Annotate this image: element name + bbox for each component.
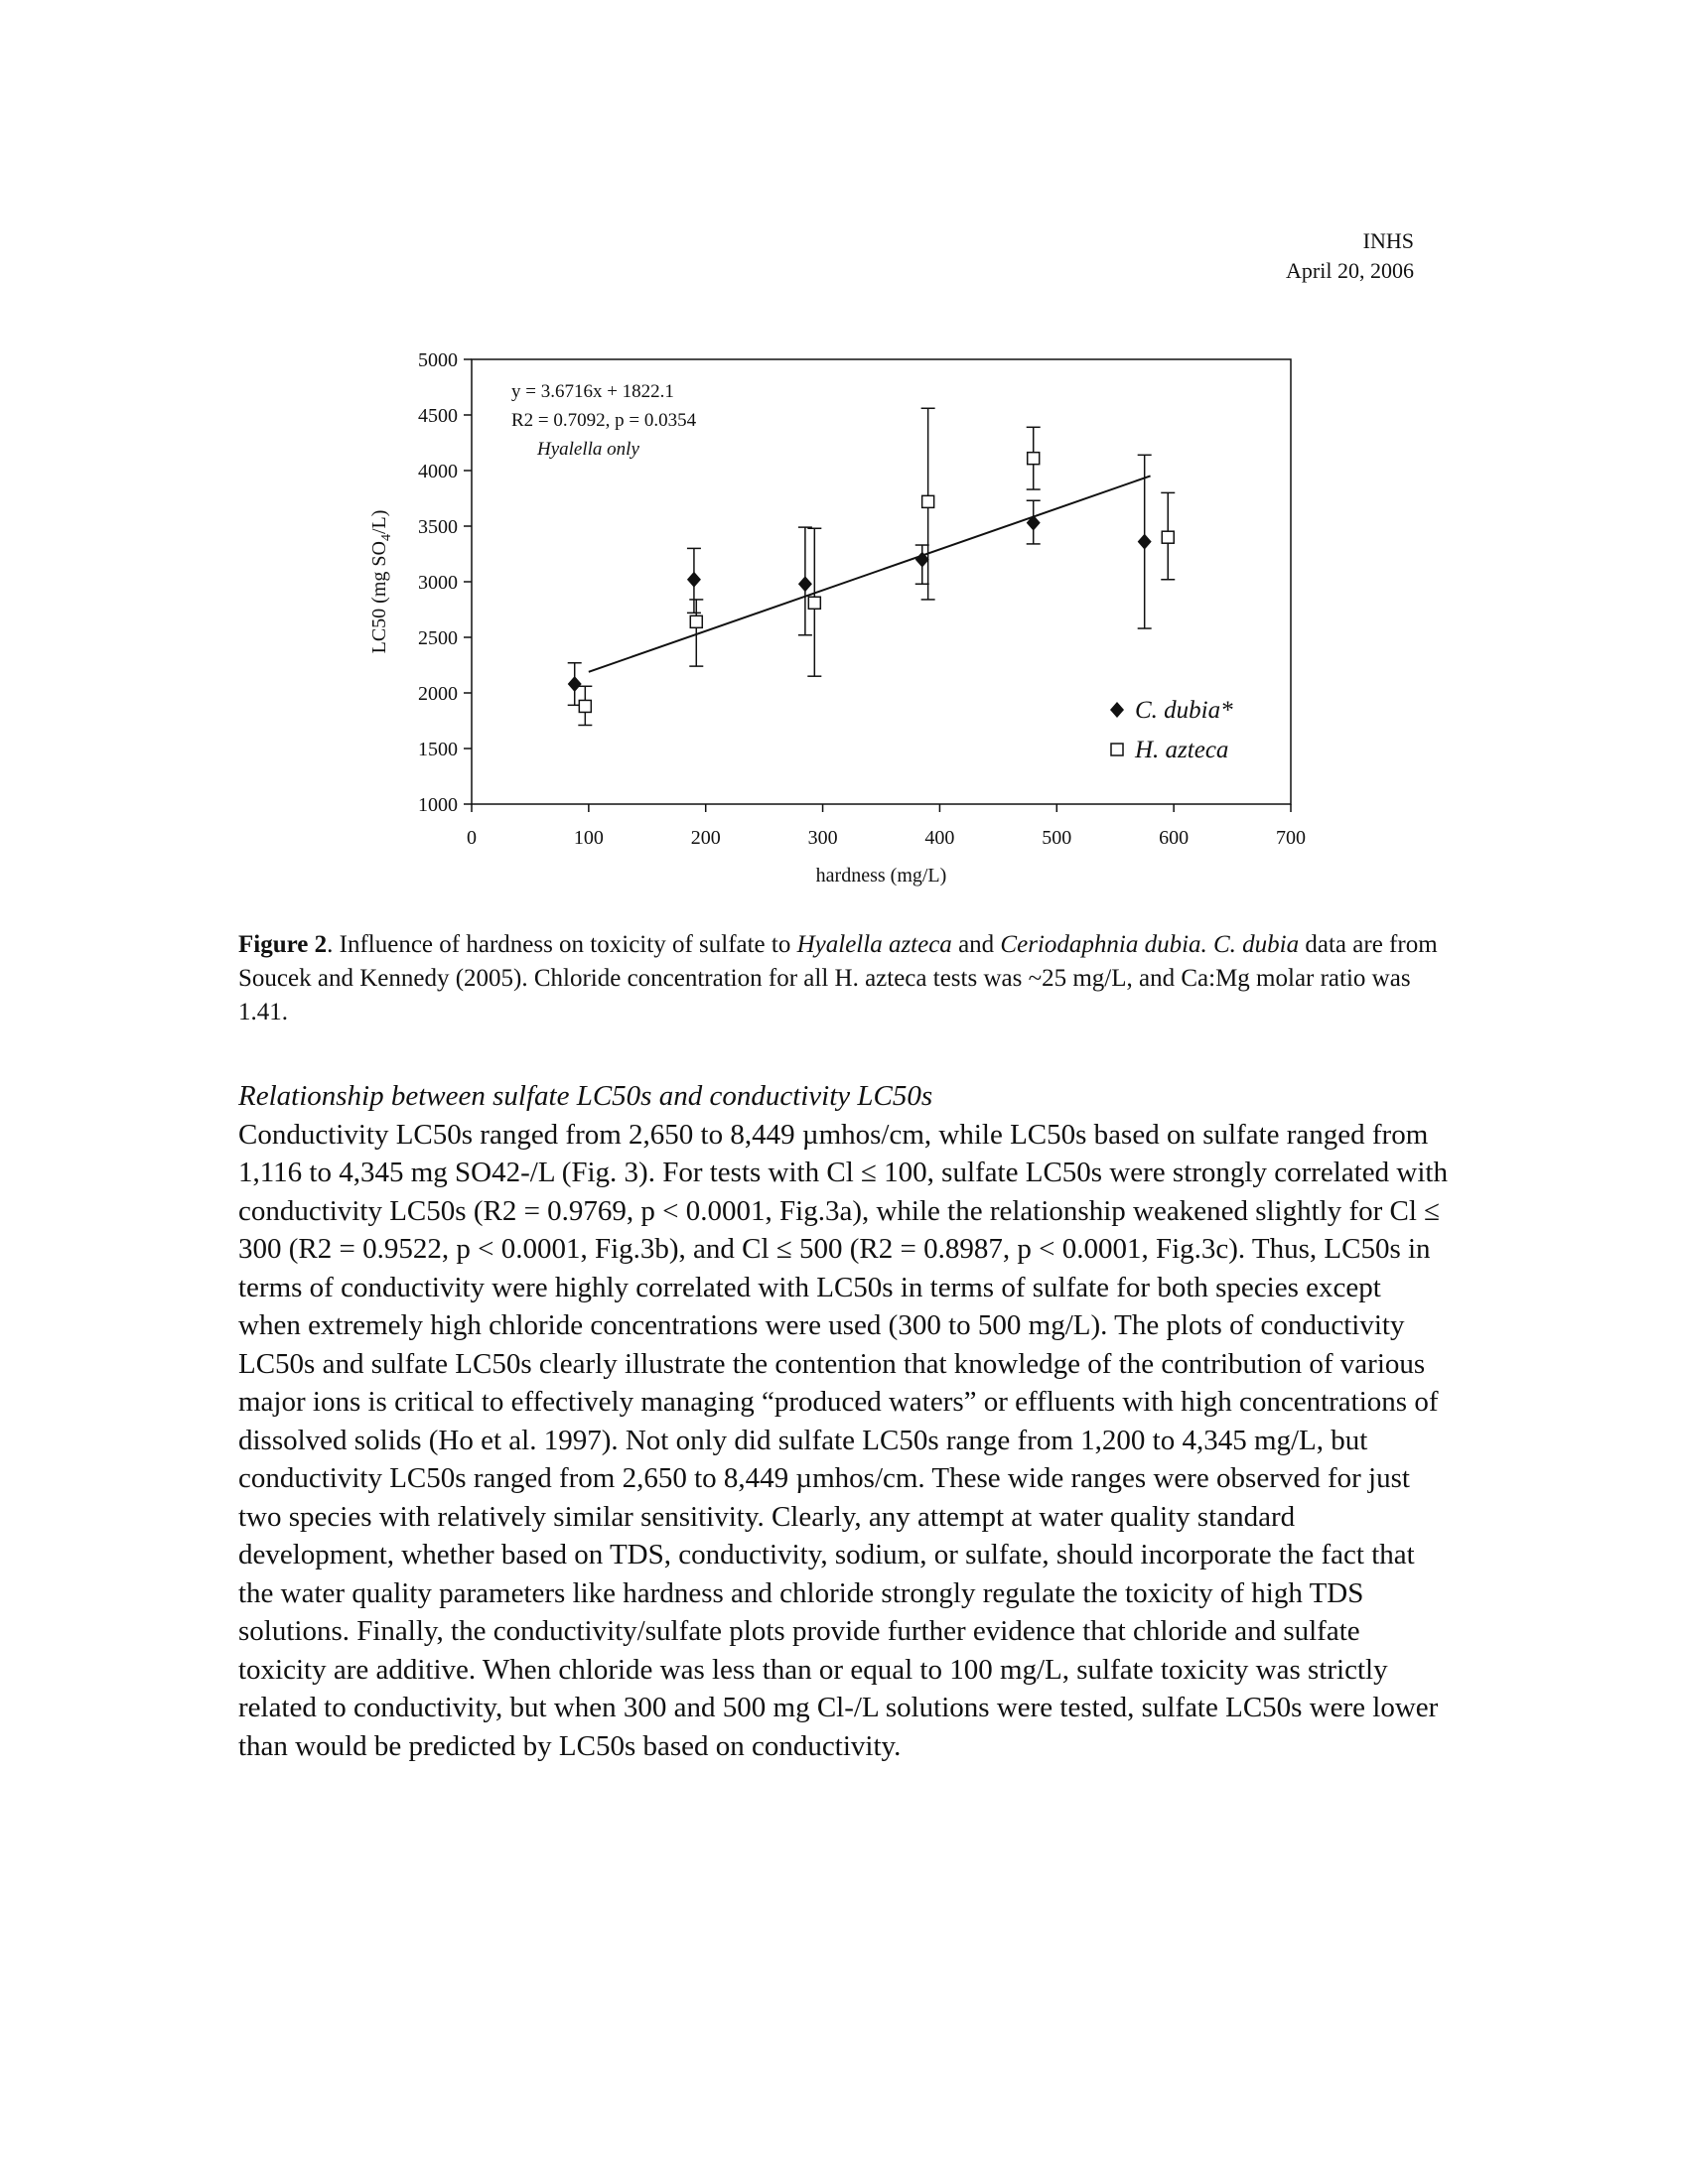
y-tick-label: 2000 <box>418 683 458 705</box>
caption-species-1: Hyalella azteca <box>796 931 952 958</box>
y-tick-label: 4000 <box>418 461 458 482</box>
y-axis-label: LC50 (mg $SO_4/L$) <box>368 509 394 654</box>
data-point-h-azteca <box>808 597 820 609</box>
y-tick-label: 2500 <box>418 627 458 649</box>
page-header <box>1286 226 1414 286</box>
x-tick-label: 0 <box>467 827 477 849</box>
figure-2-chart <box>357 338 1350 893</box>
x-tick-label: 600 <box>1159 827 1190 849</box>
caption-text-1: . Influence of hardness on toxicity of sulfate to <box>327 931 797 958</box>
figure-caption <box>238 928 1450 1029</box>
y-tick-label: 3500 <box>418 516 458 538</box>
y-tick-label: 4500 <box>418 405 458 427</box>
y-tick-label: 1500 <box>418 739 458 760</box>
x-tick-label: 500 <box>1042 827 1072 849</box>
data-point-h-azteca <box>1162 531 1174 543</box>
section-heading: Relationship between sulfate LC50s and conductivity LC50s <box>238 1080 933 1112</box>
x-axis-label: hardness (mg/L) <box>815 865 947 887</box>
section-paragraph: Conductivity LC50s ranged from 2,650 to 8,449 µmhos/cm, while LC50s based on sulfate ranged from 1,116 to 4,345 mg SO42-/L (Fig. 3). For tests with Cl ≤ 100, sulfate LC50s were strongly correlated with conductivity LC50s (R2 = 0.9769, p < 0.0001, Fig.3a), while the relationship weakened slightly for Cl ≤ 300 (R2 = 0.9522, p < 0.0001, Fig.3b), and Cl ≤ 500 (R2 = 0.8987, p < 0.0001, Fig.3c). Thus, LC50s in terms of conductivity were highly correlated with LC50s in terms of sulfate for both species except when extremely high chloride concentrations were used (300 to 500 mg/L). The plots of conductivity LC50s and sulfate LC50s clearly illustrate the contention that knowledge of the contribution of various major ions is critical to effectively managing “produced waters” or effluents with high concentrations of dissolved solids (Ho et al. 1997). Not only did sulfate LC50s range from 1,200 to 4,345 mg/L, but conductivity LC50s ranged from 2,650 to 8,449 µmhos/cm. These wide ranges were observed for just two species with relatively similar sensitivity. Clearly, any attempt at water quality standard development, whether based on TDS, conductivity, sodium, or sulfate, should incorporate the fact that the water quality parameters like hardness and chloride strongly regulate the toxicity of high TDS solutions. Finally, the conductivity/sulfate plots provide further evidence that chloride and sulfate toxicity are additive. When chloride was less than or equal to 100 mg/L, sulfate toxicity was strictly related to conductivity, but when 300 and 500 mg Cl-/L solutions were tested, sulfate LC50s were lower than would be predicted by LC50s based on conductivity. <box>238 1118 1448 1762</box>
trendline <box>589 476 1151 671</box>
header-date: April 20, 2006 <box>1286 258 1414 283</box>
header-org: INHS <box>1362 228 1414 253</box>
data-point-h-azteca <box>579 700 591 712</box>
data-point-h-azteca <box>1028 453 1040 465</box>
x-tick-label: 700 <box>1276 827 1306 849</box>
y-tick-label: 1000 <box>418 794 458 816</box>
caption-label: Figure 2 <box>238 931 328 958</box>
data-point-c-dubia <box>687 572 701 588</box>
x-tick-label: 100 <box>573 827 604 849</box>
regression-equation: y = 3.6716x + 1822.1 <box>511 381 674 402</box>
data-point-h-azteca <box>690 615 702 627</box>
x-tick-label: 200 <box>690 827 721 849</box>
x-tick-label: 300 <box>807 827 838 849</box>
legend-label: C. dubia* <box>1135 697 1233 724</box>
data-point-c-dubia <box>798 576 812 592</box>
x-tick-label: 400 <box>924 827 955 849</box>
caption-text-3: data are from Soucek and Kennedy (2005). Chloride concentration for all H. azteca tests was ~25 mg/L, and Ca:Mg molar ratio was 1.41. <box>238 931 1438 1025</box>
data-point-c-dubia <box>1027 515 1041 531</box>
data-point-c-dubia <box>568 676 582 692</box>
data-point-c-dubia <box>1138 534 1152 550</box>
caption-text-2: and <box>951 931 1001 958</box>
results-section <box>238 1077 1450 1765</box>
data-point-h-azteca <box>922 495 934 507</box>
legend-marker-h-azteca <box>1111 744 1123 755</box>
y-tick-label: 5000 <box>418 349 458 371</box>
regression-note: Hyalella only <box>537 439 639 460</box>
caption-species-2: Ceriodaphnia dubia. C. dubia <box>1000 931 1300 958</box>
legend-label: H. azteca <box>1135 737 1229 763</box>
legend-marker-c-dubia <box>1110 702 1124 718</box>
regression-r2: R2 = 0.7092, p = 0.0354 <box>511 410 697 431</box>
y-tick-label: 3000 <box>418 572 458 594</box>
